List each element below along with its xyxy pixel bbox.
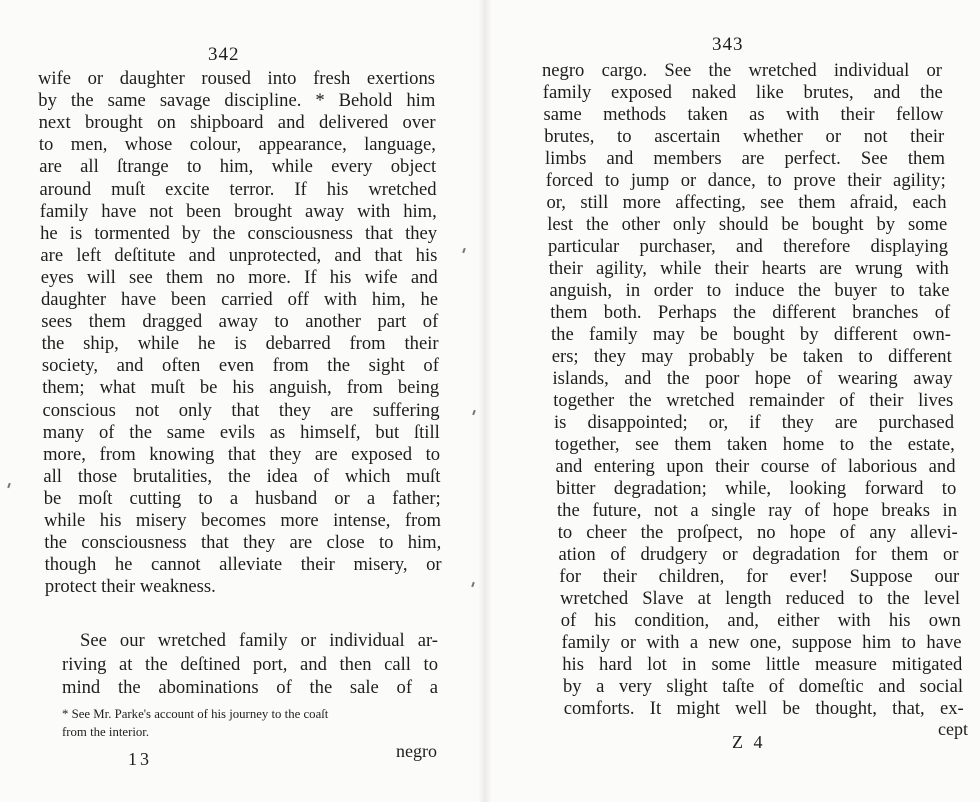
text-line: riving at the deſtined port, and then call to (62, 653, 438, 675)
text-line: together the wretched remainder of their lives (553, 390, 954, 411)
page-number-right: 343 (712, 34, 744, 55)
text-line: limbs and members are perfect. See them (545, 148, 945, 169)
text-line: while his misery becomes more intense, from (44, 510, 441, 531)
text-line: See our wretched family or individual ar- (80, 630, 438, 651)
footnote-line: from the interior. (62, 725, 150, 739)
text-line: be moſt cutting to a husband or a father; (43, 487, 441, 509)
text-line: by the same savage discipline. * Behold him (38, 90, 436, 112)
text-line: wife or daughter roused into fresh exertions (38, 68, 435, 89)
text-line: the family may be bought by different own- (551, 324, 951, 345)
book-gutter (478, 0, 492, 802)
scan-speck (471, 582, 475, 587)
text-line: same methods taken as with their fellow (543, 104, 944, 125)
text-line: more, from knowing that they are exposed to (43, 443, 441, 465)
text-line: family have not been brought away with him, (39, 200, 437, 222)
text-line: all those brutalities, the idea of which muſt (43, 465, 441, 487)
text-line: next brought on shipboard and delivered over (38, 112, 436, 134)
text-line: their agility, while their hearts are wrung with (548, 258, 949, 279)
text-line: family exposed naked like brutes, and the (542, 82, 943, 103)
text-line: he is tormented by the consciousness that they (40, 222, 438, 244)
text-line: ation of drudgery or degradation for them or (558, 544, 959, 565)
right-page (500, 0, 980, 802)
text-line: particular purchaser, and therefore displaying (548, 236, 948, 257)
text-line: society, and often even from the sight of (41, 355, 439, 377)
text-line: or, still more affecting, see them afraid, each (546, 192, 947, 213)
text-line: lest the other only should be bought by some (547, 214, 948, 235)
text-line: comforts. It might well be thought, that, ex- (563, 698, 964, 719)
text-line: the consciousness that they are close to him, (44, 532, 442, 554)
text-line: the ship, while he is debarred from their (41, 333, 439, 355)
text-line: around muſt excite terror. If his wretched (39, 178, 437, 200)
text-line: daughter have been carried off with him, he (41, 289, 438, 310)
text-line: conscious not only that they are suffering (42, 399, 440, 421)
text-line: anguish, in order to induce the buyer to take (549, 280, 950, 301)
text-line: family or with a new one, suppose him to have (561, 632, 962, 653)
text-line: them both. Perhaps the different branches of (550, 302, 951, 323)
text-line: for their children, for ever! Suppose our (559, 566, 960, 587)
catchword-right: cept (938, 719, 968, 739)
text-line: are left deſtitute and unprotected, and that his (40, 244, 438, 266)
text-line: are all ſtrange to him, while every object (39, 156, 437, 178)
signature-mark-right: Z 4 (732, 732, 766, 752)
text-line: eyes will see them no more. If his wife and (40, 266, 438, 288)
text-line: negro cargo. See the wretched individual or (542, 60, 942, 81)
text-line: sees them dragged away to another part of (41, 311, 439, 333)
text-line: many of the same evils as himself, but ſtill (42, 421, 440, 443)
text-line: mind the abominations of the sale of a (62, 677, 438, 698)
signature-mark-left: 13 (128, 749, 152, 769)
footnote-line: * See Mr. Parke's account of his journey to the coaſt (62, 707, 329, 721)
left-page (0, 0, 470, 802)
text-line: bitter degradation; while, looking forward to (556, 478, 957, 499)
text-line: islands, and the poor hope of wearing away (552, 368, 953, 389)
text-line: brutes, to ascertain whether or not their (544, 126, 945, 147)
text-line: by a very slight taſte of domeſtic and social (563, 676, 963, 697)
text-line: the future, not a single ray of hope breaks in (557, 500, 957, 521)
catchword-left: negro (396, 741, 437, 761)
text-line: ers; they may probably be taken to different (551, 346, 952, 367)
text-line: is disappointed; or, if they are purchased (554, 412, 954, 433)
text-line: forced to jump or dance, to prove their agility; (545, 170, 946, 191)
text-line: his hard lot in some little measure mitigated (562, 654, 963, 675)
text-line: together, see them taken home to the estate, (554, 434, 955, 455)
scan-speck (472, 410, 476, 415)
text-line: to men, whose colour, appearance, language, (38, 134, 436, 156)
text-line: wretched Slave at length reduced to the level (560, 588, 960, 609)
text-line: them; what muſt be his anguish, from being (42, 377, 440, 399)
text-line: protect their weakness. (44, 576, 216, 598)
text-line: of his condition, and, either with his own (560, 610, 961, 631)
text-line: to cheer the proſpect, no hope of any allevi- (557, 522, 958, 543)
page-number-left: 342 (208, 44, 240, 65)
text-line: though he cannot alleviate their misery, or (44, 554, 442, 576)
text-line: and entering upon their course of laborious and (555, 456, 956, 477)
